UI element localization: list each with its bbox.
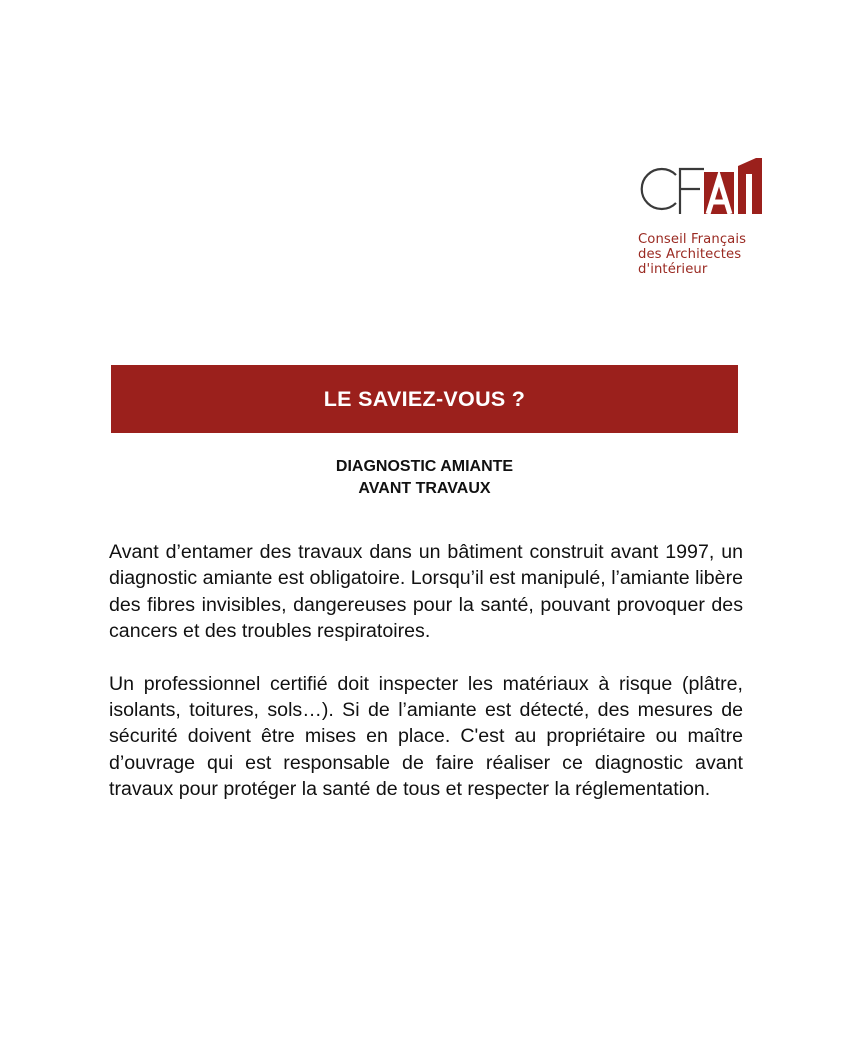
cfai-logo — [638, 158, 768, 277]
cfai-logo-caption — [638, 232, 768, 277]
logo-caption-line: Conseil Français — [638, 232, 747, 247]
cfai-logo-mark — [638, 158, 766, 220]
logo-caption-line: d'intérieur — [638, 262, 708, 277]
paragraph: Avant d’entamer des travaux dans un bâtiment construit avant 1997, un diagnostic amiante est obligatoire. Lorsqu’il est manipulé, l’amiante libère des fibres invisibles, dangereuses pour la santé, pouvant provoquer des cancers et des troubles respiratoires. — [109, 541, 743, 643]
title-banner — [111, 365, 738, 433]
subtitle-line: DIAGNOSTIC AMIANTE — [335, 458, 514, 475]
banner-title: LE SAVIEZ-VOUS ? — [323, 386, 526, 411]
logo-caption-line: des Architectes — [638, 247, 742, 262]
subtitle-line: AVANT TRAVAUX — [358, 480, 491, 497]
body-text — [109, 539, 743, 829]
subtitle — [111, 456, 738, 500]
paragraph: Un professionnel certifié doit inspecter les matériaux à risque (plâtre, isolants, toitures, sols…). Si de l’amiante est détecté, des mesures de sécurité doivent être mises en place. C'est au propriétaire ou maître d’ouvrage qui est responsable de faire réaliser ce diagnostic avant travaux pour protéger la santé de tous et respecter la réglementation. — [109, 672, 743, 801]
